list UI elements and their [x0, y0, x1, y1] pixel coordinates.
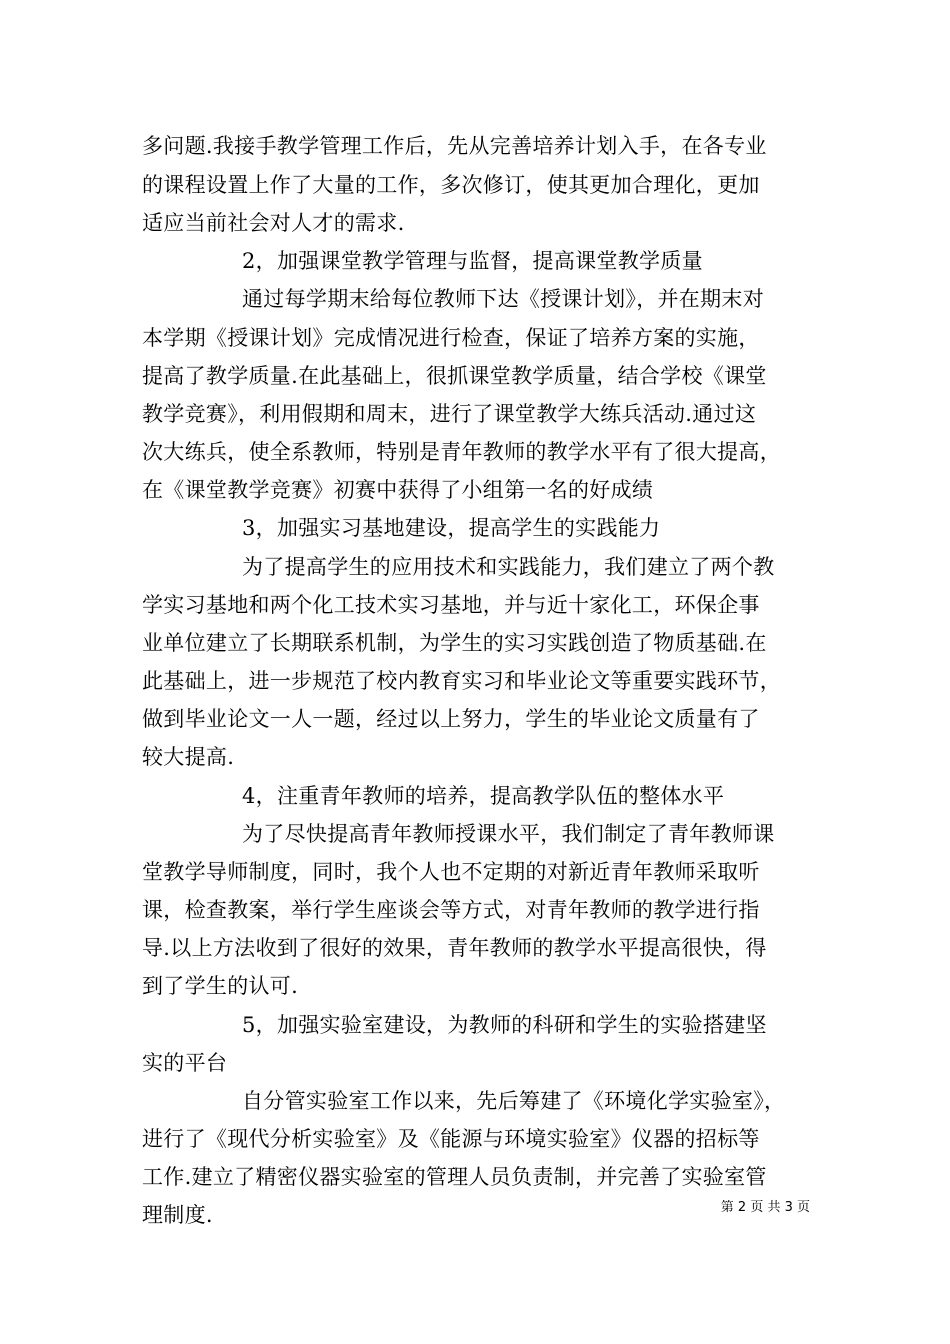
- section-heading: 5，加强实验室建设，为教师的科研和学生的实验搭建坚: [242, 1013, 767, 1037]
- text-line: 导.以上方法收到了很好的效果，青年教师的教学水平提高很快，得: [142, 936, 767, 960]
- text-line: 工作.建立了精密仪器实验室的管理人员负责制，并完善了实验室管: [142, 1165, 767, 1189]
- text-line: 适应当前社会对人才的需求.: [142, 211, 405, 235]
- page-number: 第 2 页 共 3 页: [720, 1200, 810, 1215]
- text-line: 进行了《现代分析实验室》及《能源与环境实验室》仪器的招标等: [142, 1127, 760, 1151]
- paragraph-first-line: 为了提高学生的应用技术和实践能力，我们建立了两个教: [242, 555, 775, 579]
- paragraph-first-line: 通过每学期末给每位教师下达《授课计划》，并在期末对: [242, 287, 764, 311]
- text-line: 课，检查教案，举行学生座谈会等方式，对青年教师的教学进行指: [142, 898, 760, 922]
- text-line: 学实习基地和两个化工技术实习基地，并与近十家化工，环保企事: [142, 593, 760, 617]
- text-line: 教学竞赛》，利用假期和周末，进行了课堂教学大练兵活动.通过这: [142, 402, 757, 426]
- text-line: 做到毕业论文一人一题，经过以上努力，学生的毕业论文质量有了: [142, 707, 760, 731]
- text-line: 次大练兵，使全系教师，特别是青年教师的教学水平有了很大提高，: [142, 440, 781, 464]
- section-heading: 4，注重青年教师的培养，提高教学队伍的整体水平: [242, 784, 725, 808]
- section-heading: 2，加强课堂教学管理与监督，提高课堂教学质量: [242, 249, 703, 273]
- section-heading: 3，加强实习基地建设，提高学生的实践能力: [242, 516, 661, 540]
- text-line: 提高了教学质量.在此基础上，很抓课堂教学质量，结合学校《课堂: [142, 364, 767, 388]
- text-line: 的课程设置上作了大量的工作，多次修订，使其更加合理化，更加: [142, 173, 760, 197]
- text-line: 在《课堂教学竞赛》初赛中获得了小组第一名的好成绩: [142, 478, 654, 502]
- text-line: 本学期《授课计划》完成情况进行检查，保证了培养方案的实施，: [142, 326, 760, 350]
- text-line: 实的平台: [142, 1051, 228, 1075]
- text-line: 多问题.我接手教学管理工作后，先从完善培养计划入手，在各专业: [142, 134, 767, 158]
- text-line: 堂教学导师制度，同时，我个人也不定期的对新近青年教师采取听: [142, 860, 760, 884]
- text-line: 到了学生的认可.: [142, 974, 299, 998]
- text-line: 较大提高.: [142, 745, 235, 769]
- paragraph-first-line: 为了尽快提高青年教师授课水平，我们制定了青年教师课: [242, 822, 775, 846]
- paragraph-first-line: 自分管实验室工作以来，先后筹建了《环境化学实验室》，: [242, 1089, 786, 1113]
- text-line: 业单位建立了长期联系机制，为学生的实习实践创造了物质基础.在: [142, 631, 767, 655]
- text-line: 此基础上，进一步规范了校内教育实习和毕业论文等重要实践环节，: [142, 669, 781, 693]
- text-line: 理制度.: [142, 1203, 213, 1227]
